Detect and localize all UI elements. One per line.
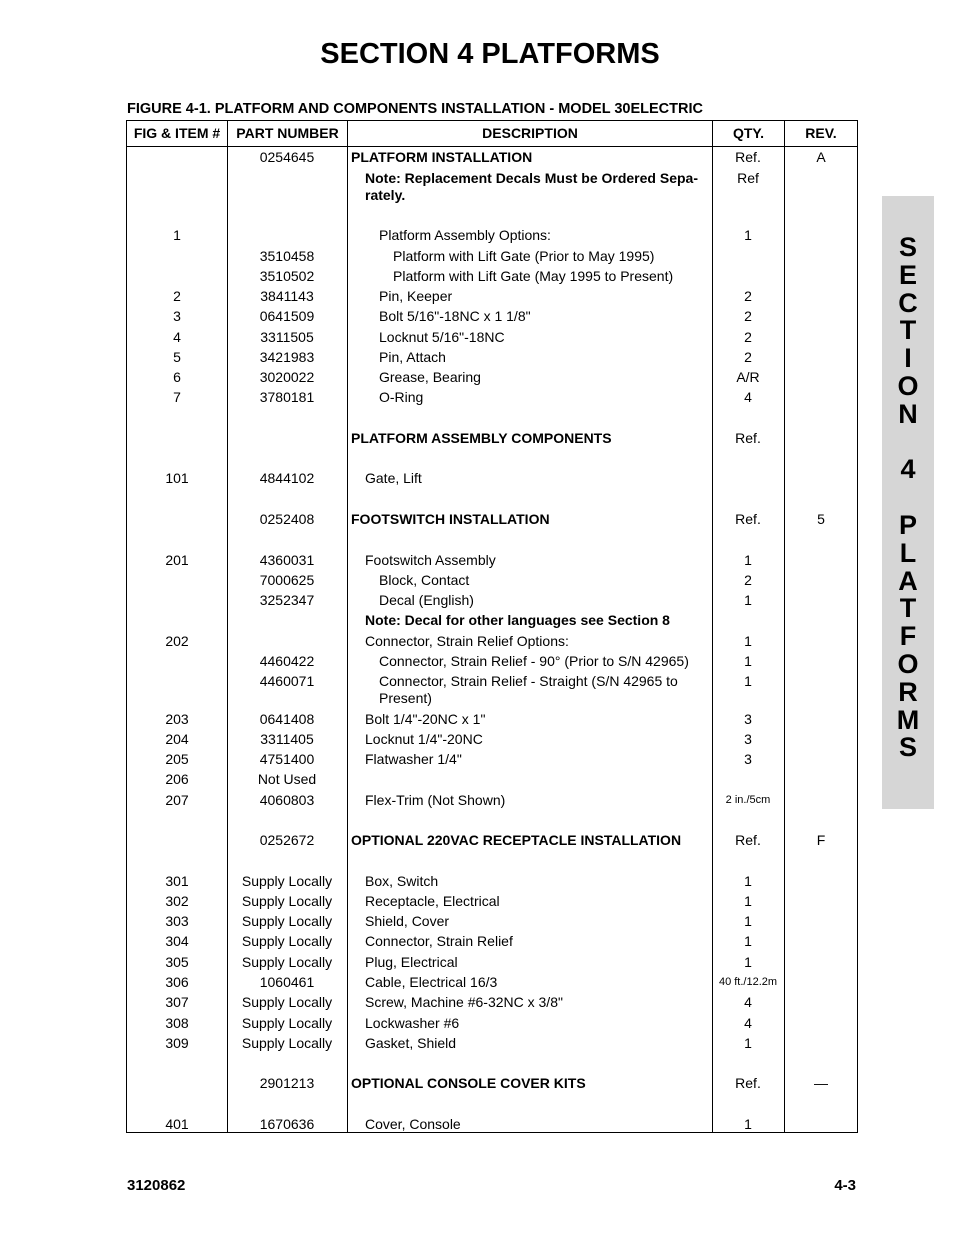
description-line: Platform Assembly Options: [379,227,551,243]
part-number: 4060803 [259,792,315,808]
side-tab-letter [882,484,934,512]
item-number: 5 [173,349,181,365]
item-number: 1 [173,227,181,243]
quantity: 2 [744,572,752,588]
quantity: Ref. [735,832,761,848]
quantity: 2 [744,329,752,345]
quantity: 4 [744,389,752,405]
description [351,933,723,950]
description [351,873,723,890]
header-divider [127,146,857,147]
part-number: 3510458 [259,248,315,264]
description-line: PLATFORM ASSEMBLY COMPONENTS [351,430,612,446]
quantity: A/R [736,369,760,385]
side-tab-letter: P [898,509,917,540]
side-tab-letter: N [898,398,918,429]
description [351,470,723,487]
part-number: 1060461 [259,974,315,990]
description [351,633,723,650]
description-line: Note: Decal for other languages see Section 8 [365,612,670,628]
description [351,893,723,910]
part-number: 0252672 [259,832,315,848]
quantity: 1 [744,1035,752,1051]
quantity: 1 [744,873,752,889]
quantity: 1 [744,633,752,649]
part-number: Supply Locally [241,893,333,909]
figure-title: FIGURE 4-1. PLATFORM AND COMPONENTS INSTALLATION - MODEL 30ELECTRIC [127,101,703,117]
item-number: 2 [173,288,181,304]
column-divider [347,121,348,1132]
side-tab-letter: E [898,259,917,290]
page-number: 4-3 [834,1177,856,1194]
item-number: 401 [165,1116,189,1132]
description [351,792,723,809]
description-line: Connector, Strain Relief - 90° (Prior to S/N 42965) [379,653,689,669]
description-line: Decal (English) [379,592,474,608]
part-number: Supply Locally [241,933,333,949]
side-tab-letter: F [899,621,917,652]
revision: 5 [817,511,825,527]
description [351,974,723,991]
item-number: 302 [165,893,189,909]
part-number: Supply Locally [241,1035,333,1051]
item-number: 203 [165,711,189,727]
part-number: 3020022 [259,369,315,385]
part-number: 3421983 [259,349,315,365]
description [351,511,709,528]
quantity: 1 [744,227,752,243]
column-divider [784,121,785,1132]
part-number: 0254645 [259,149,315,165]
revision: F [816,832,826,848]
quantity: 1 [744,653,752,669]
description-line: Cable, Electrical 16/3 [365,974,498,990]
description-line: Present) [379,690,432,706]
item-number: 201 [165,552,189,568]
description-line: Grease, Bearing [379,369,481,385]
description-line: Flatwasher 1/4" [365,751,462,767]
side-tab-letter: R [898,676,918,707]
side-tab-letter: M [896,704,920,735]
description [351,1015,723,1032]
quantity: 40 ft./12.2m [718,976,778,988]
quantity: 1 [744,673,752,689]
side-tab-letter: 4 [900,454,916,485]
item-number: 206 [165,771,189,787]
side-tab-letter [882,429,934,457]
description-line: Locknut 5/16"-18NC [379,329,505,345]
description-line: rately. [365,187,406,203]
part-number: 3510502 [259,268,315,284]
quantity: 3 [744,711,752,727]
part-number: 0641509 [259,308,315,324]
description [351,369,737,386]
quantity: 1 [744,893,752,909]
part-number: Supply Locally [241,994,333,1010]
part-number: 3841143 [260,288,314,304]
quantity: 2 in./5cm [725,794,771,806]
description [351,268,751,285]
item-number: 309 [165,1035,189,1051]
description-line: PLATFORM INSTALLATION [351,149,533,165]
side-tab-letter: A [898,565,918,596]
description [351,994,723,1011]
description-line: Block, Contact [379,572,470,588]
description-line: Platform with Lift Gate (Prior to May 1995) [393,248,655,264]
item-number: 303 [165,913,189,929]
part-number: Supply Locally [241,873,333,889]
quantity: 3 [744,731,752,747]
quantity: 4 [744,994,752,1010]
description-line: Note: Replacement Decals Must be Ordered Sepa- [365,170,698,186]
description [351,170,723,204]
description [351,653,737,670]
item-number: 308 [165,1015,189,1031]
side-tab-letter: S [898,732,917,763]
description [351,308,737,325]
description [351,913,723,930]
description [351,288,737,305]
quantity: 2 [744,288,752,304]
description-line: Platform with Lift Gate (May 1995 to Present) [393,268,674,284]
side-tab-letter: S [898,232,917,262]
description [351,592,737,609]
description-line: Footswitch Assembly [365,552,496,568]
description [351,1075,709,1092]
side-tab-letter: C [898,287,918,318]
item-number: 7 [173,389,181,405]
item-number: 207 [165,792,189,808]
part-number: 4844102 [259,470,315,486]
part-number: 0641408 [259,711,315,727]
side-tab-letter: T [899,593,917,624]
quantity: Ref. [735,430,761,446]
quantity: 1 [744,552,752,568]
quantity: Ref. [735,149,761,165]
description [351,1035,723,1052]
description [351,349,737,366]
part-number: 3311505 [260,329,314,345]
description [351,711,723,728]
description [351,612,723,629]
description [351,832,709,849]
quantity: 1 [744,954,752,970]
item-number: 3 [173,308,181,324]
part-number: 7000625 [259,572,315,588]
description-line: Box, Switch [365,873,439,889]
page-title: SECTION 4 PLATFORMS [320,38,660,70]
part-number: 4360031 [259,552,315,568]
part-number: Not Used [257,771,317,787]
side-tab-letter: T [899,315,917,346]
description-line: Connector, Strain Relief Options: [365,633,569,649]
item-number: 306 [165,974,189,990]
description-line: Connector, Strain Relief - Straight (S/N 42965 to [379,673,678,689]
description [351,248,751,265]
part-number: Supply Locally [241,913,333,929]
description-line: Gate, Lift [365,470,422,486]
header-description: DESCRIPTION [482,125,578,141]
description-line: Shield, Cover [365,913,450,929]
quantity: Ref [737,170,759,186]
item-number: 101 [165,470,189,486]
quantity: Ref. [735,1075,761,1091]
part-number: 1670636 [259,1116,315,1132]
item-number: 4 [173,329,181,345]
quantity: 1 [744,933,752,949]
description-line: Bolt 1/4"-20NC x 1" [365,711,486,727]
side-tab-letter: L [899,537,917,568]
quantity: 1 [744,1116,752,1132]
description [351,1116,723,1133]
description [351,430,709,447]
description-line: OPTIONAL CONSOLE COVER KITS [351,1075,586,1091]
description-line: Lockwasher #6 [365,1015,460,1031]
description [351,149,709,166]
header-fig-item: FIG & ITEM # [133,125,221,141]
side-tab-letter: I [904,343,912,374]
description-line: Plug, Electrical [365,954,458,970]
section-side-tab [882,196,934,809]
item-number: 304 [165,933,189,949]
description [351,954,723,971]
description-line: Flex-Trim (Not Shown) [365,792,506,808]
part-number: 4460071 [259,673,315,689]
header-qty: QTY. [732,125,765,141]
description-line: Locknut 1/4"-20NC [365,731,483,747]
description-line: Pin, Keeper [379,288,453,304]
quantity: 3 [744,751,752,767]
part-number: 0252408 [259,511,315,527]
description-line: OPTIONAL 220VAC RECEPTACLE INSTALLATION [351,832,682,848]
revision: — [814,1075,828,1091]
part-number: 3780181 [259,389,315,405]
item-number: 204 [165,731,189,747]
header-rev: REV. [805,125,837,141]
quantity: 4 [744,1015,752,1031]
part-number: 2901213 [259,1075,315,1091]
item-number: 305 [165,954,189,970]
quantity: 1 [744,592,752,608]
quantity: 1 [744,913,752,929]
description-line: FOOTSWITCH INSTALLATION [351,511,550,527]
description-line: Receptacle, Electrical [365,893,500,909]
revision: A [816,149,826,165]
doc-number: 3120862 [127,1177,186,1194]
side-tab-letter: O [897,370,919,401]
quantity: 2 [744,308,752,324]
description [351,552,723,569]
part-number: 3252347 [259,592,315,608]
description-line: Bolt 5/16"-18NC x 1 1/8" [379,308,531,324]
item-number: 202 [165,633,189,649]
description [351,572,737,589]
description [351,227,737,244]
description [351,389,737,406]
part-number: 3311405 [260,731,314,747]
description-line: Connector, Strain Relief [365,933,513,949]
description [351,751,723,768]
item-number: 307 [165,994,189,1010]
quantity: Ref. [735,511,761,527]
description-line: Cover, Console [365,1116,461,1132]
description-line: Screw, Machine #6-32NC x 3/8" [365,994,563,1010]
part-number: Supply Locally [241,1015,333,1031]
header-part-number: PART NUMBER [236,125,339,141]
description-line: Pin, Attach [379,349,446,365]
parts-table [126,120,858,1133]
part-number: 4460422 [259,653,315,669]
quantity: 2 [744,349,752,365]
description-line: O-Ring [379,389,424,405]
item-number: 301 [165,873,189,889]
part-number: Supply Locally [241,954,333,970]
item-number: 205 [165,751,189,767]
description [351,329,737,346]
item-number: 6 [173,369,181,385]
description-line: Gasket, Shield [365,1035,457,1051]
side-tab-letter: O [897,648,919,679]
description [351,731,723,748]
part-number: 4751400 [259,751,315,767]
description [351,673,737,707]
